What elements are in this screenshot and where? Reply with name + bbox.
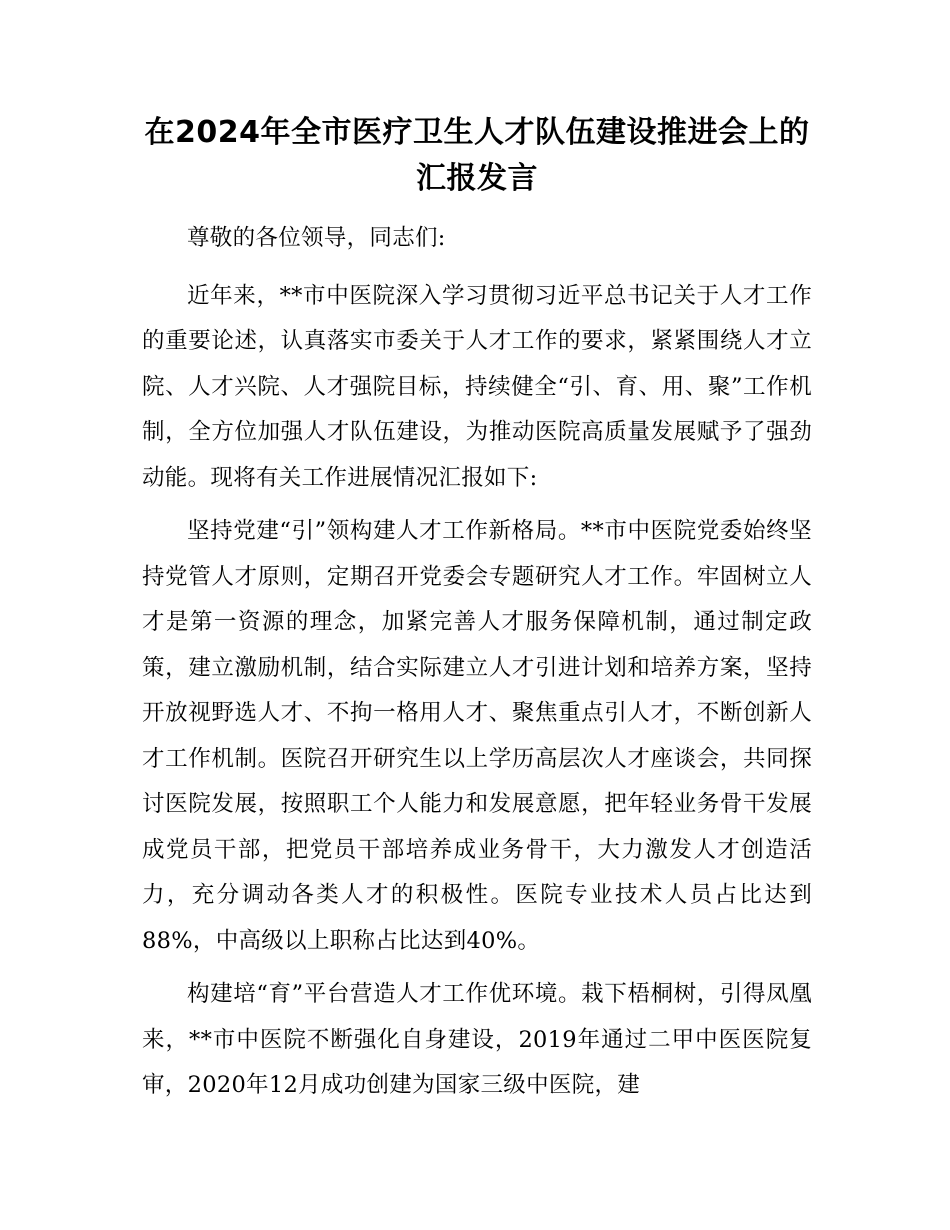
paragraph-party-leadership: 坚持党建“引”领构建人才工作新格局。**市中医院党委始终坚持党管人才原则，定期召开党委会专题研究人才工作。牢固树立人才是第一资源的理念，加紧完善人才服务保障机制，通过制定政策，建立激励机制，结合实际建立人才引进计划和培养方案，坚持开放视野选人才、不拘一格用人才、聚焦重点引人才，不断创新人才工作机制。医院召开研究生以上学历高层次人才座谈会，共同探讨医院发展，按照职工个人能力和发展意愿，把年轻业务骨干发展成党员干部，把党员干部培养成业务骨干，大力激发人才创造活力，充分调动各类人才的积极性。医院专业技术人员占比达到88%，中高级以上职称占比达到40%。 [142,518,812,954]
salutation: 尊敬的各位领导，同志们: [187,225,446,251]
paragraph-intro: 近年来，**市中医院深入学习贯彻习近平总书记关于人才工作的重要论述，认真落实市委关于人才工作的要求，紧紧围绕人才立院、人才兴院、人才强院目标，持续健全“引、育、用、聚”工作机制，全方位加强人才队伍建设，为推动医院高质量发展赋予了强劲动能。现将有关工作进展情况汇报如下: [142,282,812,491]
document-title: 在2024年全市医疗卫生人才队伍建设推进会上的汇报发言 [144,115,810,196]
document-page [142,110,812,1117]
paragraph-cultivation-platform: 构建培“育”平台营造人才工作优环境。栽下梧桐树，引得凤凰来，**市中医院不断强化自身建设，2019年通过二甲中医医院复审，2020年12月成功创建为国家三级中医院，建 [142,981,812,1098]
